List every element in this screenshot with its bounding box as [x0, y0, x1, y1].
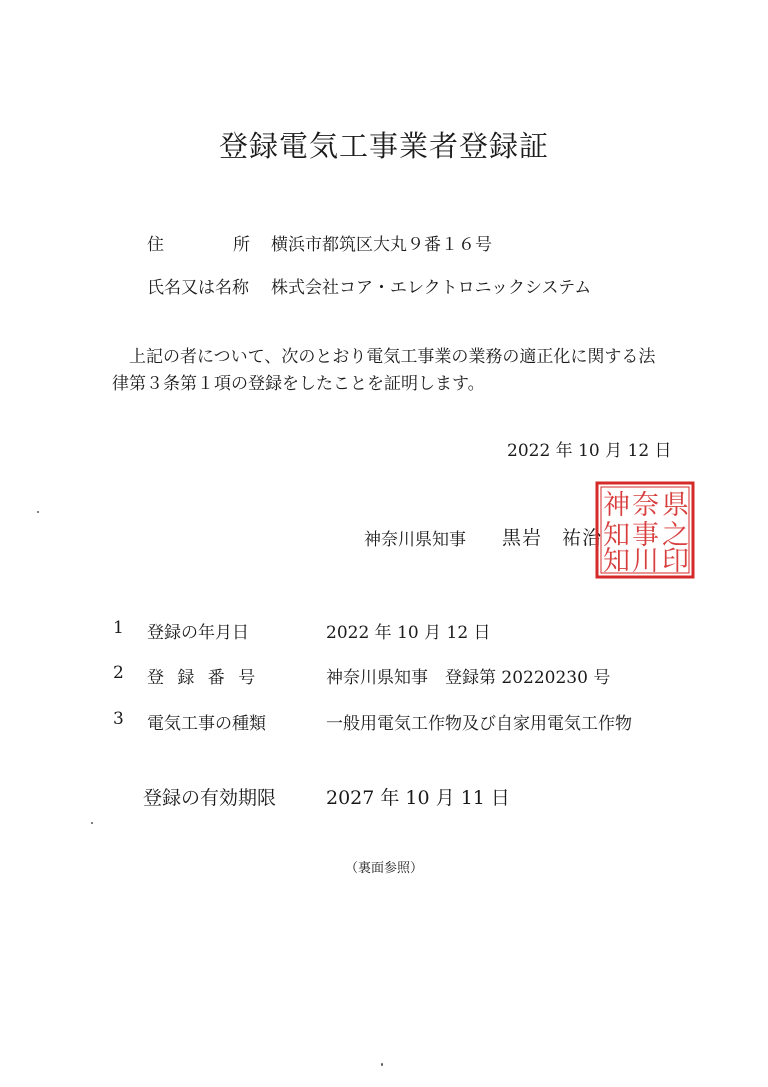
- svg-text:知: 知: [603, 546, 630, 577]
- address-value: 横浜市都筑区大丸９番１６号: [271, 235, 492, 255]
- svg-text:県: 県: [662, 490, 689, 521]
- item-3-value: 一般用電気工作物及び自家用電気工作物: [326, 714, 632, 734]
- name-label: 氏名又は名称: [147, 278, 249, 298]
- scan-speck: [381, 1063, 383, 1066]
- scan-speck: [37, 511, 39, 513]
- svg-text:知: 知: [603, 520, 630, 551]
- svg-text:事: 事: [632, 520, 659, 551]
- address-label-first: 住: [147, 235, 164, 255]
- scan-speck: [91, 822, 93, 824]
- certification-statement: 上記の者について、次のとおり電気工事業の業務の適正化に関する法律第３条第１項の登録をしたことを証明します。: [112, 347, 656, 394]
- address-label-second: 所: [233, 235, 250, 255]
- svg-text:之: 之: [662, 520, 689, 551]
- page-title: 登録電気工事業者登録証: [218, 129, 549, 163]
- svg-text:川: 川: [632, 546, 659, 577]
- footnote: （裏面参照）: [344, 861, 423, 876]
- svg-text:神: 神: [603, 490, 630, 521]
- svg-text:印: 印: [662, 546, 689, 577]
- name-value: 株式会社コア・エレクトロニックシステム: [271, 278, 592, 298]
- item-1-label: 登録の年月日: [147, 623, 249, 643]
- item-1-value: 2022 年 10 月 12 日: [326, 623, 491, 643]
- item-2-value: 神奈川県知事 登録第 20220230 号: [326, 668, 611, 688]
- validity-value: 2027 年 10 月 11 日: [326, 787, 510, 809]
- item-1-number: 1: [113, 618, 124, 638]
- item-3-number: 3: [113, 709, 124, 729]
- issuer-name: 黒岩 祐治: [502, 527, 603, 549]
- item-2-number: 2: [113, 663, 124, 683]
- validity-label: 登録の有効期限: [143, 787, 277, 809]
- official-seal: [594, 480, 696, 580]
- item-2-label: 登 録 番 号: [147, 668, 260, 688]
- item-3-label: 電気工事の種類: [147, 714, 266, 734]
- issue-date: 2022 年 10 月 12 日: [507, 441, 672, 461]
- issuer-title: 神奈川県知事: [364, 530, 466, 550]
- svg-text:奈: 奈: [632, 490, 659, 521]
